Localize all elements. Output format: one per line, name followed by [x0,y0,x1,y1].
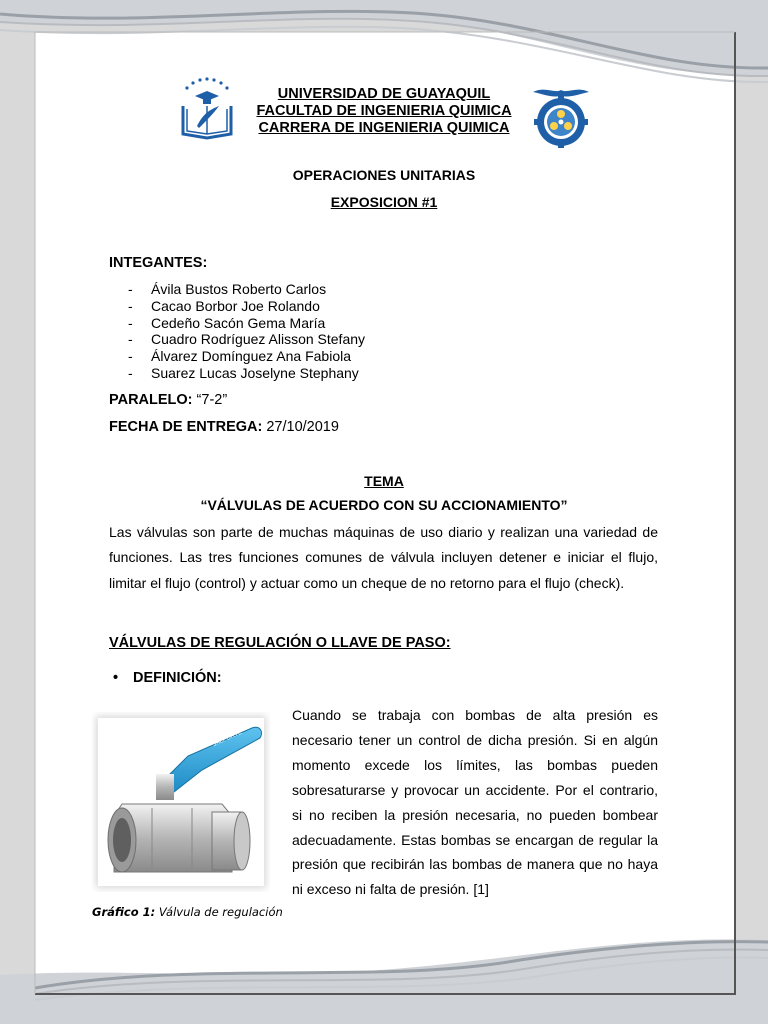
member-item: - Ávila Bustos Roberto Carlos [128,281,365,298]
paralelo-label: PARALELO: [109,392,193,408]
definition-paragraph: Cuando se trabaja con bombas de alta presión es necesario tener un control de dicha presión. Si en algún momento excede los límites, las bombas pueden sobresaturarse y provocar un accidente. Por el contrario, si no reciben la presión necesaria, no pueden bombear adecuadamente. Estas bombas se encargan de regular la presión que recibirán las bombas de manera que no haya ni exceso ni falta de presión. [1] [292,707,658,898]
figure-caption [92,905,283,919]
bullet-dot-icon: • [113,670,119,686]
fecha-label: FECHA DE ENTREGA: [109,419,263,435]
member-item: - Álvarez Domínguez Ana Fabiola [128,348,365,365]
caption-label: Gráfico 1: [92,905,156,919]
members-list [128,281,365,382]
section-heading: VÁLVULAS DE REGULACIÓN O LLAVE DE PASO: [109,635,451,651]
tema-heading: TEMA [364,473,404,489]
exposition-title: EXPOSICION #1 [330,194,438,210]
member-item: - Cacao Borbor Joe Rolando [128,298,365,315]
intro-paragraph: Las válvulas son parte de muchas máquinas de uso diario y realizan una variedad de funciones. Las tres funciones comunes de válvula incluyen detener e iniciar el flujo, limitar el flujo (control) y actuar como un cheque de no retorno para el flujo (check). [109,524,658,591]
member-item: - Suarez Lucas Joselyne Stephany [128,365,365,382]
caption-text: Válvula de regulación [155,905,283,919]
fecha-value: 27/10/2019 [266,419,339,435]
paralelo-row [109,392,227,408]
member-item: - Cuadro Rodríguez Alisson Stefany [128,331,365,348]
members-label: INTEGANTES: [109,255,208,271]
paralelo-value: “7-2” [196,392,228,408]
faculty-name: FACULTAD DE INGENIERIA QUIMICA [256,103,512,119]
university-name: UNIVERSIDAD DE GUAYAQUIL [277,86,491,102]
definition-label: DEFINICIÓN: [133,670,222,686]
tema-title: “VÁLVULAS DE ACUERDO CON SU ACCIONAMIENTO” [200,497,568,513]
ball-valve-image [92,712,270,892]
career-name: CARRERA DE INGENIERIA QUIMICA [258,120,510,136]
handle-brand-text: JALPORTE [212,729,244,748]
fecha-row [109,419,339,435]
definition-bullet [113,670,222,686]
member-item: - Cedeño Sacón Gema María [128,315,365,332]
course-title: OPERACIONES UNITARIAS [292,167,476,183]
